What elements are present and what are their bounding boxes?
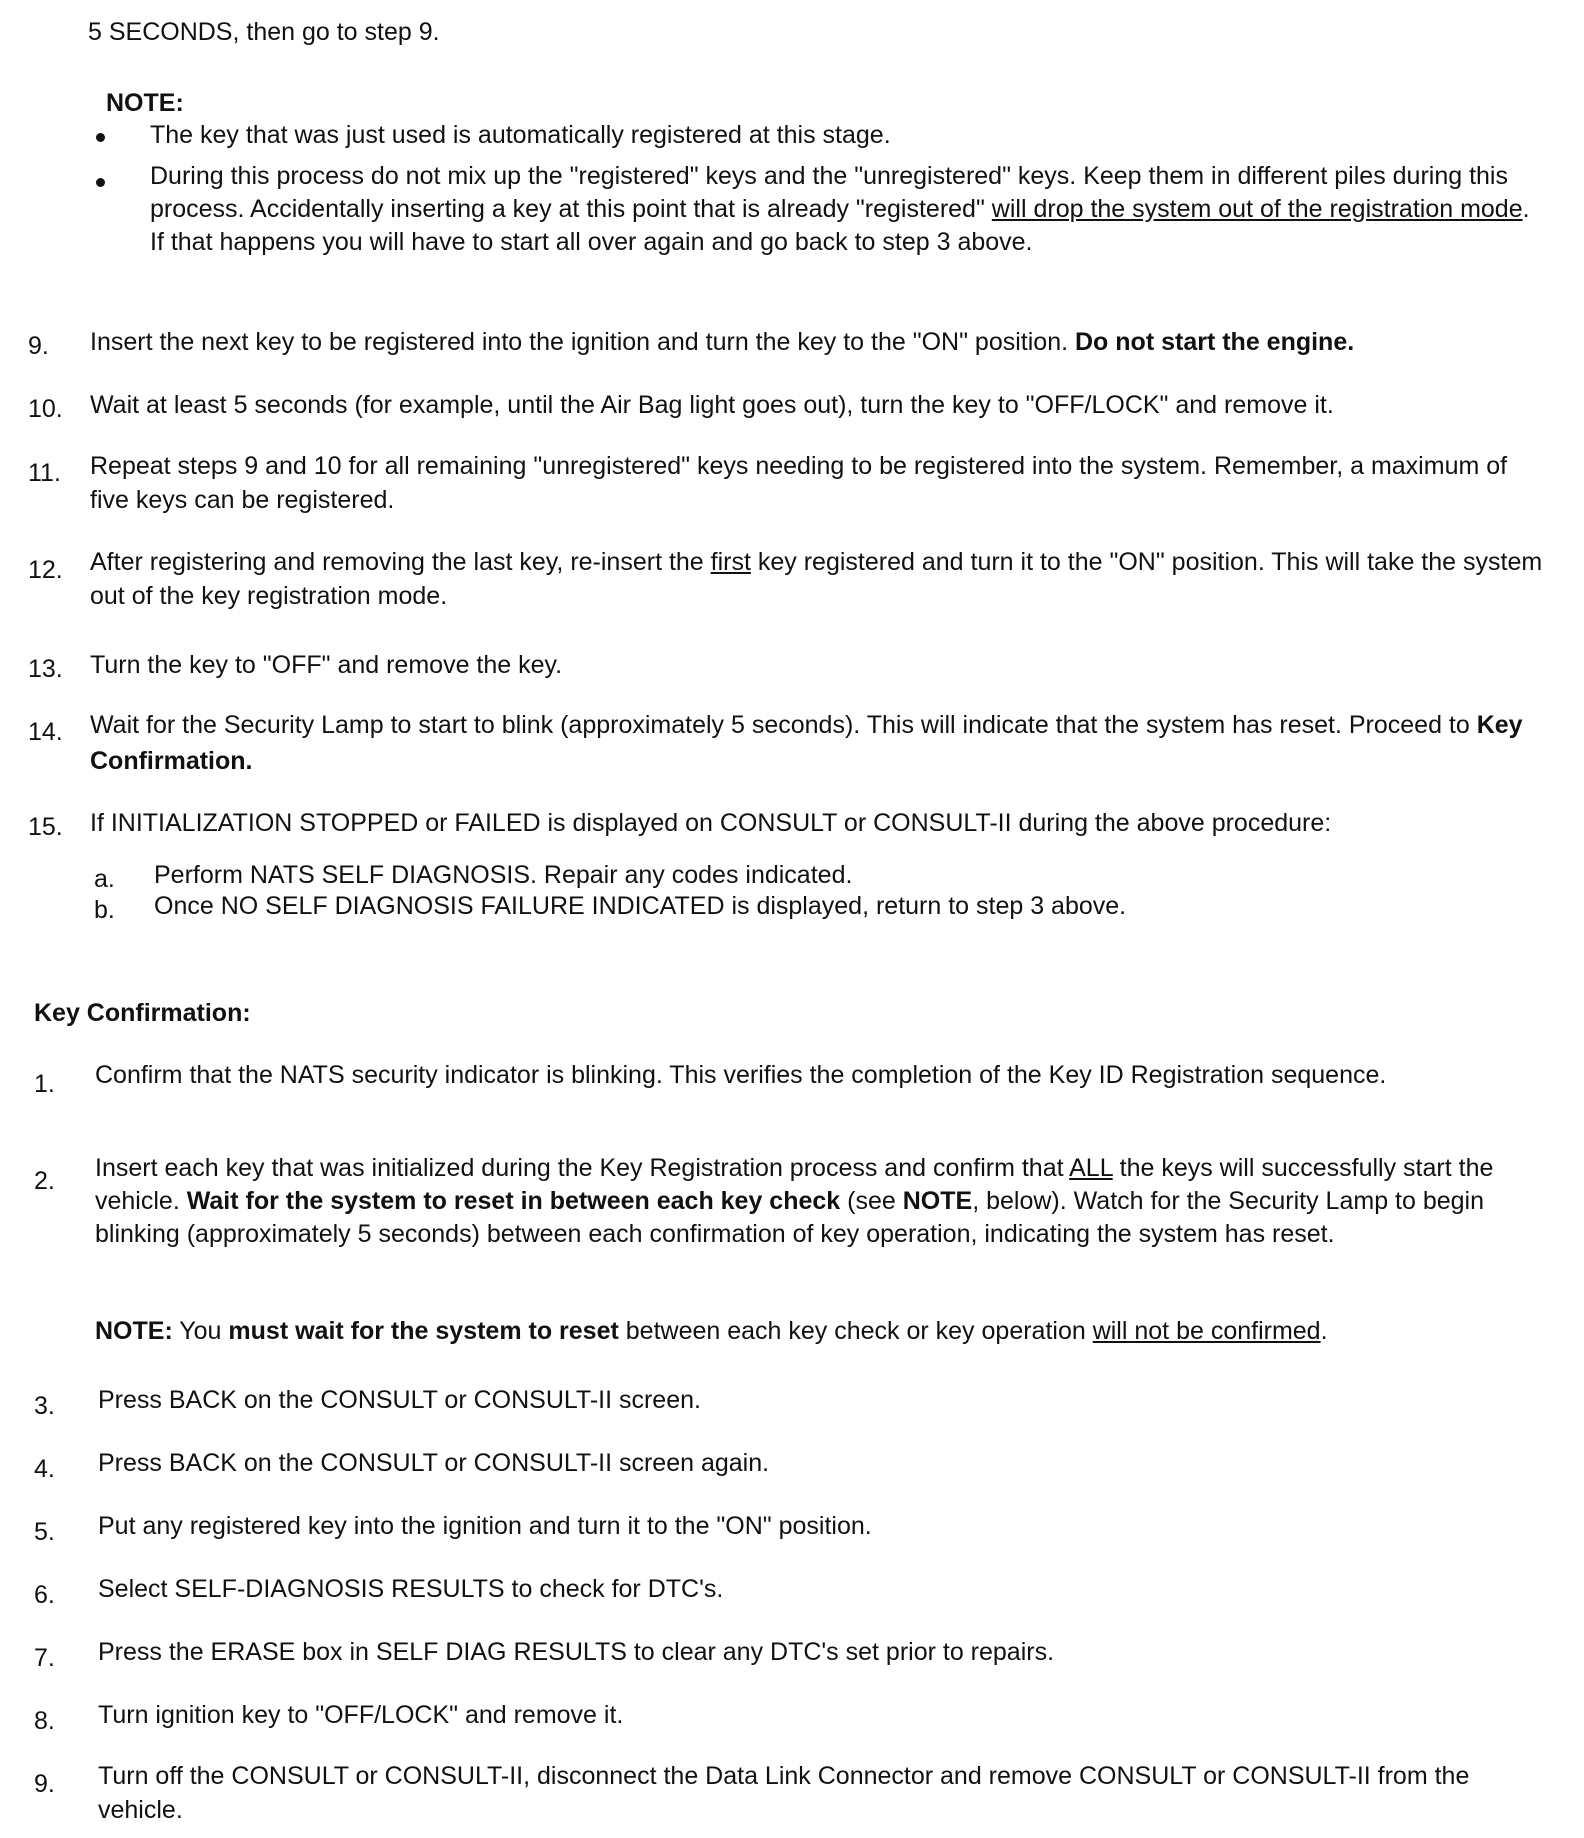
note-label: NOTE: <box>95 1317 173 1345</box>
step-number: 9. <box>34 1770 55 1798</box>
step-13-text: Turn the key to "OFF" and remove the key. <box>90 651 563 679</box>
bullet-dot <box>96 133 105 142</box>
step-number: 8. <box>34 1707 55 1735</box>
bold-warning: Do not start the engine. <box>1075 328 1355 356</box>
step-number: 7. <box>34 1644 55 1672</box>
step-9-text: Insert the next key to be registered into the ignition and turn the key to the "ON" position. Do not start the engine. <box>90 328 1355 356</box>
step-10-text: Wait at least 5 seconds (for example, until the Air Bag light goes out), turn the key to "OFF/LOCK" and remove it. <box>90 391 1334 419</box>
substep-b-text: Once NO SELF DIAGNOSIS FAILURE INDICATED is displayed, return to step 3 above. <box>154 892 1127 920</box>
note-bullet-1: The key that was just used is automatically registered at this stage. <box>150 121 891 149</box>
kc-step-6-text: Select SELF-DIAGNOSIS RESULTS to check for DTC's. <box>98 1575 724 1603</box>
step-11-text: Repeat steps 9 and 10 for all remaining "unregistered" keys needing to be registered into the system. Remember, a maximum of five keys can be registered. <box>90 452 1508 514</box>
step-number: 1. <box>34 1070 55 1098</box>
underlined-warning: will drop the system out of the registration mode <box>991 195 1523 223</box>
kc-step-5-text: Put any registered key into the ignition and turn it to the "ON" position. <box>98 1512 872 1540</box>
note-heading: NOTE: <box>106 89 184 117</box>
step-number: 14. <box>28 718 63 746</box>
step-15-text: If INITIALIZATION STOPPED or FAILED is displayed on CONSULT or CONSULT-II during the above procedure: <box>90 809 1332 837</box>
kc-step-2-text: Insert each key that was initialized during the Key Registration process and confirm that ALL the keys will successfully start the vehicle. Wait for the system to reset in between each key check (see NOTE, below). Watch for the Security Lamp to begin blinking (approximately 5 seconds) between each confirmation of key operation, indicating the system has reset. <box>95 1154 1494 1248</box>
substep-label: b. <box>94 896 115 924</box>
bullet-dot <box>96 178 105 187</box>
step-number: 6. <box>34 1581 55 1609</box>
step-number: 15. <box>28 813 63 841</box>
step-14-text: Wait for the Security Lamp to start to blink (approximately 5 seconds). This will indicate that the system has reset. Proceed to Key Confirmation. <box>90 711 1523 775</box>
step-number: 12. <box>28 556 63 584</box>
note-bullet-2: During this process do not mix up the "registered" keys and the "unregistered" keys. Keep them in different piles during this process. Accidentally inserting a key at this point that is already "registered" will drop the system out of the registration mode. If that happens you will have to start all over again and go back to step 3 above. <box>150 162 1530 256</box>
step-number: 2. <box>34 1167 55 1195</box>
kc-step-3-text: Press BACK on the CONSULT or CONSULT-II screen. <box>98 1386 701 1414</box>
step-number: 9. <box>28 332 49 360</box>
step-number: 13. <box>28 655 63 683</box>
substep-label: a. <box>94 865 115 893</box>
step-number: 11. <box>28 459 61 487</box>
section-heading: Key Confirmation: <box>34 999 251 1027</box>
step-number: 4. <box>34 1455 55 1483</box>
kc-step-8-text: Turn ignition key to "OFF/LOCK" and remove it. <box>98 1701 624 1729</box>
kc-note: NOTE: You must wait for the system to reset between each key check or key operation will not be confirmed. <box>95 1317 1328 1345</box>
kc-step-1-text: Confirm that the NATS security indicator is blinking. This verifies the completion of the Key ID Registration sequence. <box>95 1061 1387 1089</box>
kc-step-7-text: Press the ERASE box in SELF DIAG RESULTS to clear any DTC's set prior to repairs. <box>98 1638 1055 1666</box>
step-number: 3. <box>34 1392 55 1420</box>
step-number: 10. <box>28 395 63 423</box>
step-12-text: After registering and removing the last key, re-insert the first key registered and turn it to the "ON" position. This will take the system out of the key registration mode. <box>90 548 1543 610</box>
kc-step-4-text: Press BACK on the CONSULT or CONSULT-II screen again. <box>98 1449 770 1477</box>
kc-step-9-text: Turn off the CONSULT or CONSULT-II, disconnect the Data Link Connector and remove CONSULT or CONSULT-II from the vehicle. <box>98 1762 1470 1824</box>
step-number: 5. <box>34 1518 55 1546</box>
intro-line: 5 SECONDS, then go to step 9. <box>88 18 440 46</box>
substep-a-text: Perform NATS SELF DIAGNOSIS. Repair any codes indicated. <box>154 861 853 889</box>
